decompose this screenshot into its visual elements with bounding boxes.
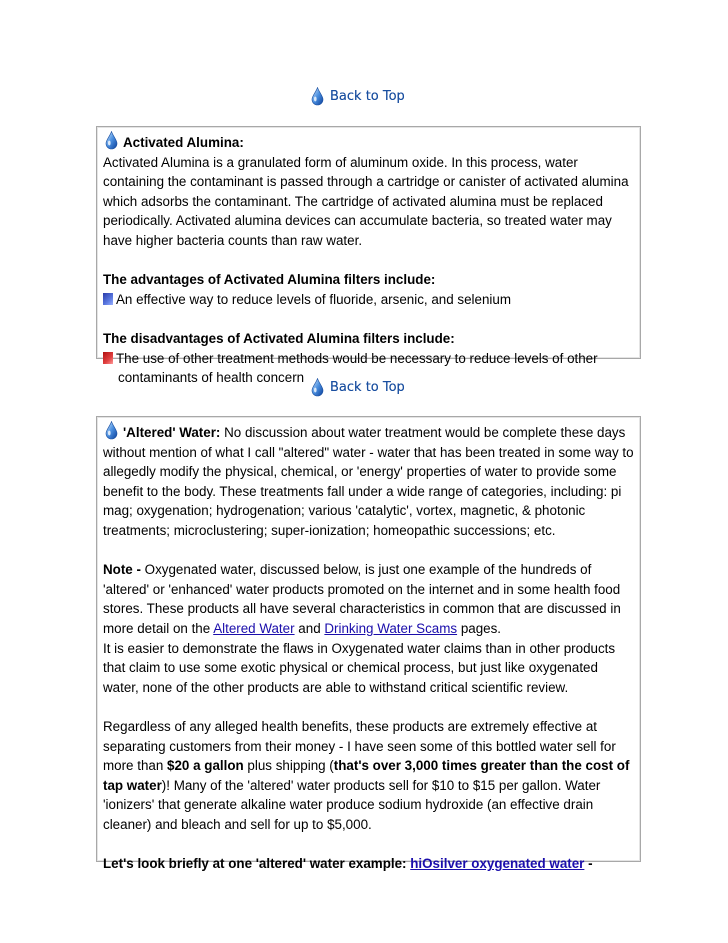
activated-alumina-section <box>96 126 641 386</box>
hiosilver-link[interactable]: hiOsilver oxygenated water <box>410 856 585 872</box>
back-to-top-label: Back to Top <box>330 89 405 104</box>
back-to-top-link-2[interactable] <box>311 378 405 397</box>
water-drop-icon <box>311 378 324 397</box>
altered-water-link[interactable]: Altered Water <box>213 620 295 636</box>
disadvantages-heading: The disadvantages of Activated Alumina filters include: <box>103 330 455 346</box>
section2-regardless: Regardless of any alleged health benefits, these products are extremely effective at separating customers from their money - I have seen some of this bottled water sell for more than $20 a gallon plus shipping (that's over 3,000 times greater than the cost of tap water)! Many of the 'altered' water products sell for $10 to $15 per gallon. Water 'ionizers' that generate alkaline water produce sodium hydroxide (an effective drain cleaner) and bleach and sell for up to $5,000. <box>103 718 630 832</box>
back-to-top-link-1[interactable] <box>311 87 405 106</box>
advantages-heading: The advantages of Activated Alumina filters include: <box>103 272 436 288</box>
water-drop-icon <box>105 421 118 440</box>
section1-heading-line <box>103 131 636 153</box>
drinking-water-scams-link[interactable]: Drinking Water Scams <box>324 620 458 636</box>
section1-heading: Activated Alumina: <box>123 135 244 150</box>
disadvantage-item-continued: contaminants of health concern <box>118 370 305 386</box>
water-drop-icon <box>311 87 324 106</box>
disadvantage-item: The use of other treatment methods would be necessary to reduce levels of other <box>103 349 636 369</box>
altered-water-section <box>96 416 641 872</box>
water-drop-icon <box>105 131 118 150</box>
section2-last: Let's look briefly at one 'altered' water example: hiOsilver oxygenated water - <box>103 856 593 872</box>
section2-intro: 'Altered' Water: No discussion about water treatment would be complete these days without mention of what I call "altered" water - water that has been treated in some way to allegedly modify the physical, chemical, or 'energy' properties of water to provide some benefit to the body. These treatments fall under a wide range of categories, including: pi mag; oxygenation; hydrogenation; various 'catalytic', vortex, magnetic, & photonic treatments; microclustering; super-ionization; homeopathic successions; etc. <box>103 421 636 541</box>
section1-body: Activated Alumina is a granulated form of aluminum oxide. In this process, water containing the contaminant is passed through a cartridge or canister of activated alumina which adsorbs the contaminant. The cartridge of activated alumina must be replaced periodically. Activated alumina devices can accumulate bacteria, so treated water may have higher bacteria counts than raw water. <box>103 154 629 248</box>
section2-note: Note - Oxygenated water, discussed below, is just one example of the hundreds of 'altered' or 'enhanced' water products promoted on the internet and in some health food stores. These products all have several characteristics in common that are discussed in more detail on the Altered Water and Drinking Water Scams pages. It is easier to demonstrate the flaws in Oxygenated water claims than in other products that claim to use some exotic physical or chemical process, but just like oxygenated water, none of the other products are able to withstand critical scientific review. <box>103 562 621 695</box>
blue-square-bullet-icon <box>103 293 113 305</box>
advantage-item: An effective way to reduce levels of fluoride, arsenic, and selenium <box>103 290 636 310</box>
red-square-bullet-icon <box>103 352 113 364</box>
times-highlight: that's over 3,000 times greater than the cost of tap water <box>103 758 630 793</box>
note-label: Note - <box>103 562 141 578</box>
price-highlight: $20 a gallon <box>167 758 244 774</box>
section2-heading: 'Altered' Water: <box>123 425 221 440</box>
back-to-top-label: Back to Top <box>330 380 405 395</box>
